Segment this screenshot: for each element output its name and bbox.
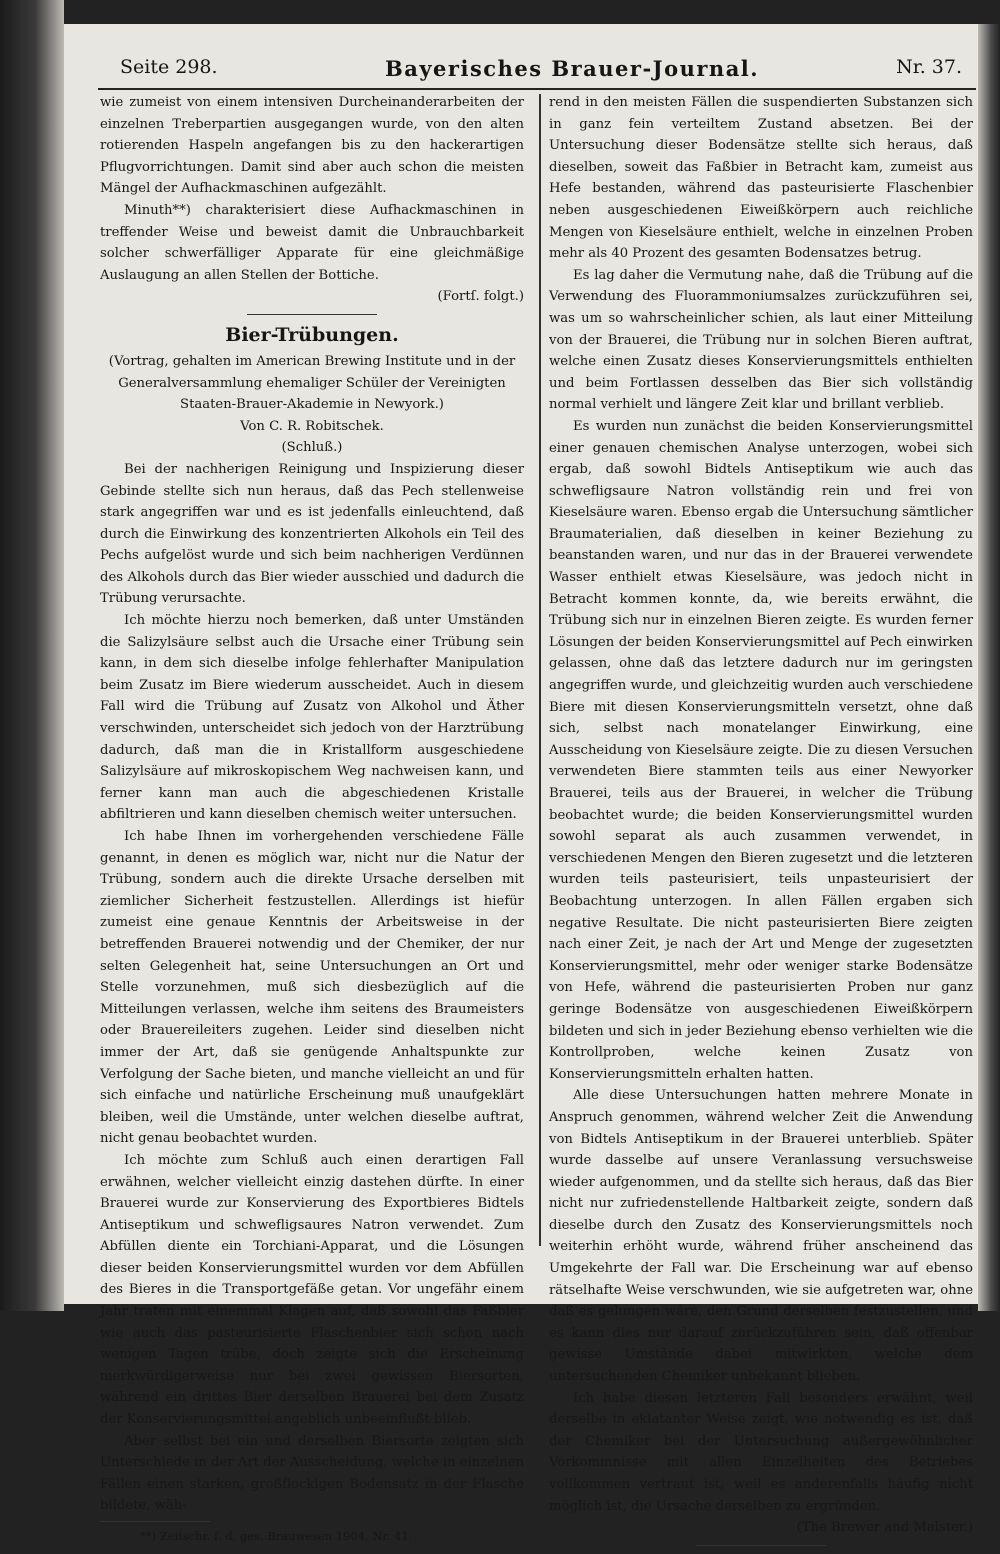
page-edge-shadow (978, 24, 1000, 1311)
paragraph: Ich habe Ihnen im vorhergehenden verschiedene Fälle genannt, in denen es möglich war, nicht nur die Natur der Trübung, sondern auch die direkte Ursache derselben mit ziemlicher Sicherheit festzustellen. Allerdings ist hiefür zumeist eine genaue Kenntnis der Arbeitsweise in der betreffenden Brauerei notwendig und der Chemiker, der nur selten Gelegenheit hat, seine Untersuchungen an Ort und Stelle vorzunehmen, muß sich diesbezüglich auf die Mitteilungen verlassen, welche ihm seitens des Braumeisters oder Brauereileiters zugehen. Leider sind dieselben nicht immer der Art, daß sie genügende Anhaltspunkte zur Verfolgung der Sache bieten, und manche vielleicht an und für sich einfache und natürliche Erscheinung muß unaufgeklärt bleiben, weil die Umstände, unter welchen dieselbe auftrat, nicht genau beobachtet wurden. (100, 829, 524, 1147)
column-divider (539, 94, 541, 1246)
paragraph: Ich habe diesen letzteren Fall besonders erwähnt, weil derselbe in eklatanter Weise zeigt, wie notwendig es ist, daß der Chemiker bei der Untersuchung außergewöhnlicher Vorkommnisse mit allen Einzelheiten des Betriebes vollkommen vertraut ist, weil es anderenfalls häufig nicht möglich ist, die Ursache derselben zu ergründen. (549, 1390, 973, 1514)
paragraph: Alle diese Untersuchungen hatten mehrere Monate in Anspruch genommen, während welcher Zeit die Anwendung von Bidtels Antiseptikum in der Brauerei unterblieb. Später wurde dasselbe auf unsere Veranlassung versuchsweise wieder aufgenommen, und da stellte sich heraus, daß das Bier nicht nur zufriedenstellende Haltbarkeit zeigte, sondern daß dieselbe durch den Zusatz des Konservierungsmittels noch weiterhin erhöht wurde, während früher anscheinend das Umgekehrte der Fall war. Die Erscheinung war auf ebenso rätselhafte Weise verschwunden, wie sie aufgetreten war, ohne daß es gelungen wäre, den Grund derselben festzustellen, und es kann dies nur darauf zurückzuführen sein, daß offenbar gewisse Umstände dabei mitwirkten, welche dem untersuchenden Chemiker unbekannt blieben. (549, 1088, 973, 1385)
paragraph: Es wurden nun zunächst die beiden Konservierungsmittel einer genauen chemischen Analyse unterzogen, wobei sich ergab, daß sowohl Bidtels Antiseptikum wie auch das schwefligsaure Natron vollständig rein und frei von Kieselsäure waren. Ebenso ergab die Untersuchung sämtlicher Braumaterialien, daß dieselben in keiner Beziehung zu beanstanden waren, und nur das in der Brauerei verwendete Wasser enthielt etwas Kieselsäure, was jedoch nicht in Betracht kommen konnte, da, wie bereits erwähnt, die Trübung sich nur in einzelnen Bieren zeigte. Es wurden ferner Lösungen der beiden Konservierungsmittel auf Pech einwirken gelassen, ohne daß das letztere dadurch nur im geringsten angegriffen wurde, und gleichzeitig wurden auch verschiedene Biere mit diesen Konservierungsmitteln versetzt, ohne daß sich, selbst nach monatelanger Einwirkung, eine Ausscheidung von Kieselsäure zeigte. Die zu diesen Versuchen verwendeten Biere stammten teils aus einer Newyorker Brauerei, teils aus der Brauerei, in welcher die Trübung beobachtet wurde; die beiden Konservierungsmittel wurden sowohl separat als auch zusammen verwendet, in verschiedenen Mengen den Bieren zugesetzt und die letzteren wurden teils pasteurisiert, teils unpasteurisiert der Beobachtung unterzogen. In allen Fällen ergaben sich negative Resultate. Die nicht pasteurisierten Biere zeigten nach einer Zeit, je nach der Art und Menge der zugesetzten Konservierungsmittel, mehr oder weniger starke Bodensätze von Hefe, während die pasteurisierten Proben nur ganz geringe Bodensätze von ausgeschiedenen Eiweißkörpern bildeten und sich in jeder Beziehung ebenso verhielten wie die Kontrollproben, welche keinen Zusatz von Konservierungsmitteln erhalten hatten. (549, 418, 973, 1082)
article-part: (Schluß.) (281, 440, 343, 456)
journal-title: Bayerisches Brauer-Journal. (385, 56, 760, 81)
paragraph: Bei der nachherigen Reinigung und Inspizierung dieser Gebinde stellte sich nun heraus, daß das Pech stellenweise stark angegriffen war und es ist jedenfalls einleuchtend, daß durch die Einwirkung des konzentrierten Alkohols ein Teil des Pechs aufgelöst wurde und sich beim nachherigen Verdünnen des Alkohols durch das Bier wieder ausschied und dadurch die Trübung verursachte. (100, 461, 524, 607)
right-column (549, 92, 973, 1554)
paragraph: wie zumeist von einem intensiven Durcheinanderarbeiten der einzelnen Treberpartien ausgegangen wurde, von den alten rotierenden Haspeln angefangen bis zu den hackerartigen Pflugvorrichtungen. Damit sind aber auch schon die meisten Mängel der Aufhackmaschinen aufgezählt. (100, 95, 524, 197)
article-author: Von C. R. Robitschek. (240, 418, 384, 434)
article-subtitle: (Vortrag, gehalten im American Brewing Institute und in der Generalversammlung ehemaliger Schüler der Vereinigten Staaten-Brauer-Akademie in Newyork.) (108, 353, 516, 413)
paragraph: Ich möchte zum Schluß auch einen derartigen Fall erwähnen, welcher vielleicht einzig dastehen dürfte. In einer Brauerei wurde zur Konservierung des Exportbieres Bidtels Antiseptikum und schwefligsaures Natron verwendet. Zum Abfüllen diente ein Torchiani-Apparat, und die Lösungen dieser beiden Konservierungsmittel wurden vor dem Abfüllen des Bieres in die Transportgefäße getan. Vor ungefähr einem Jahr traten mit einemmal Klagen auf, daß sowohl das Faßbier wie auch das pasteurisierte Flaschenbier sich schon nach wenigen Tagen trübe, doch zeigte sich die Erscheinung merkwürdigerweise nur bei zwei gewissen Biersorten, während ein drittes Bier derselben Brauerei bei dem Zusatz der Konservierungsmittel angeblich unbeeinflußt blieb. (100, 1152, 524, 1428)
page-number: Seite 298. (120, 56, 218, 78)
paragraph: rend in den meisten Fällen die suspendierten Substanzen sich in ganz fein verteiltem Zustand absetzen. Bei der Untersuchung dieser Bodensätze stellte sich heraus, daß dieselben, soweit das Faßbier in Betracht kam, zumeist aus Hefe bestanden, während das pasteurisierte Flaschenbier neben ausgeschiedenen Eiweißkörpern auch reichliche Mengen von Kieselsäure enthielt, welche in einzelnen Proben mehr als 40 Prozent des gesamten Bodensatzes betrug. (549, 95, 973, 262)
left-column (100, 92, 524, 1544)
book-spine-shadow (0, 0, 64, 1311)
issue-number: Nr. 37. (896, 56, 962, 78)
source-attribution: (The Brewer and Malster.) (796, 1520, 973, 1536)
section-rule (247, 314, 377, 315)
running-header (120, 56, 962, 84)
article-title: Bier-Trübungen. (225, 323, 399, 346)
end-rule (696, 1545, 826, 1546)
paragraph: Ich möchte hierzu noch bemerken, daß unter Umständen die Salizylsäure selbst auch die Ursache einer Trübung sein kann, in dem sich dieselbe infolge fehlerhafter Manipulation beim Zusatz im Biere wiederum ausscheidet. Auch in diesem Fall wird die Trübung auf Zusatz von Alkohol und Äther verschwinden, unterscheidet sich jedoch von der Harztrübung dadurch, daß man die in Kristallform ausgeschiedene Salizylsäure auf mikroskopischem Weg nachweisen kann, und ferner kann man auch die abgeschiedenen Kristalle abfiltrieren und kann dieselben chemisch weiter untersuchen. (100, 613, 524, 823)
paragraph: Aber selbst bei ein und derselben Biersorte zeigten sich Unterschiede in der Art der Ausscheidung, welche in einzelnen Fällen einen starken, großflockigen Bodensatz in der Flasche bildete, wäh- (100, 1433, 524, 1514)
paragraph: Es lag daher die Vermutung nahe, daß die Trübung auf die Verwendung des Fluorammoniumsalzes zurückzuführen sei, was um so wahrscheinlicher schien, als laut einer Mitteilung von der Brauerei, die Trübung nur in solchen Bieren auftrat, welche einen Zusatz dieses Konservierungsmittels enthielten und beim Fortlassen desselben das Bier sich vollständig normal verhielt und längere Zeit klar und brillant verblieb. (549, 267, 973, 413)
continuation-note: (Fortſ. folgt.) (437, 289, 524, 305)
header-rule (98, 88, 976, 90)
paragraph: Minuth**) charakterisiert diese Aufhackmaschinen in treffender Weise und beweist damit die Unbrauchbarkeit solcher schwerfälliger Apparate für eine gleichmäßige Auslaugung an allen Stellen der Bottiche. (100, 202, 524, 283)
footnote-rule (100, 1521, 210, 1522)
footnote: **) Zeitschr. f. d. ges. Brauwesen 1904, Nr. 41. (140, 1529, 413, 1543)
